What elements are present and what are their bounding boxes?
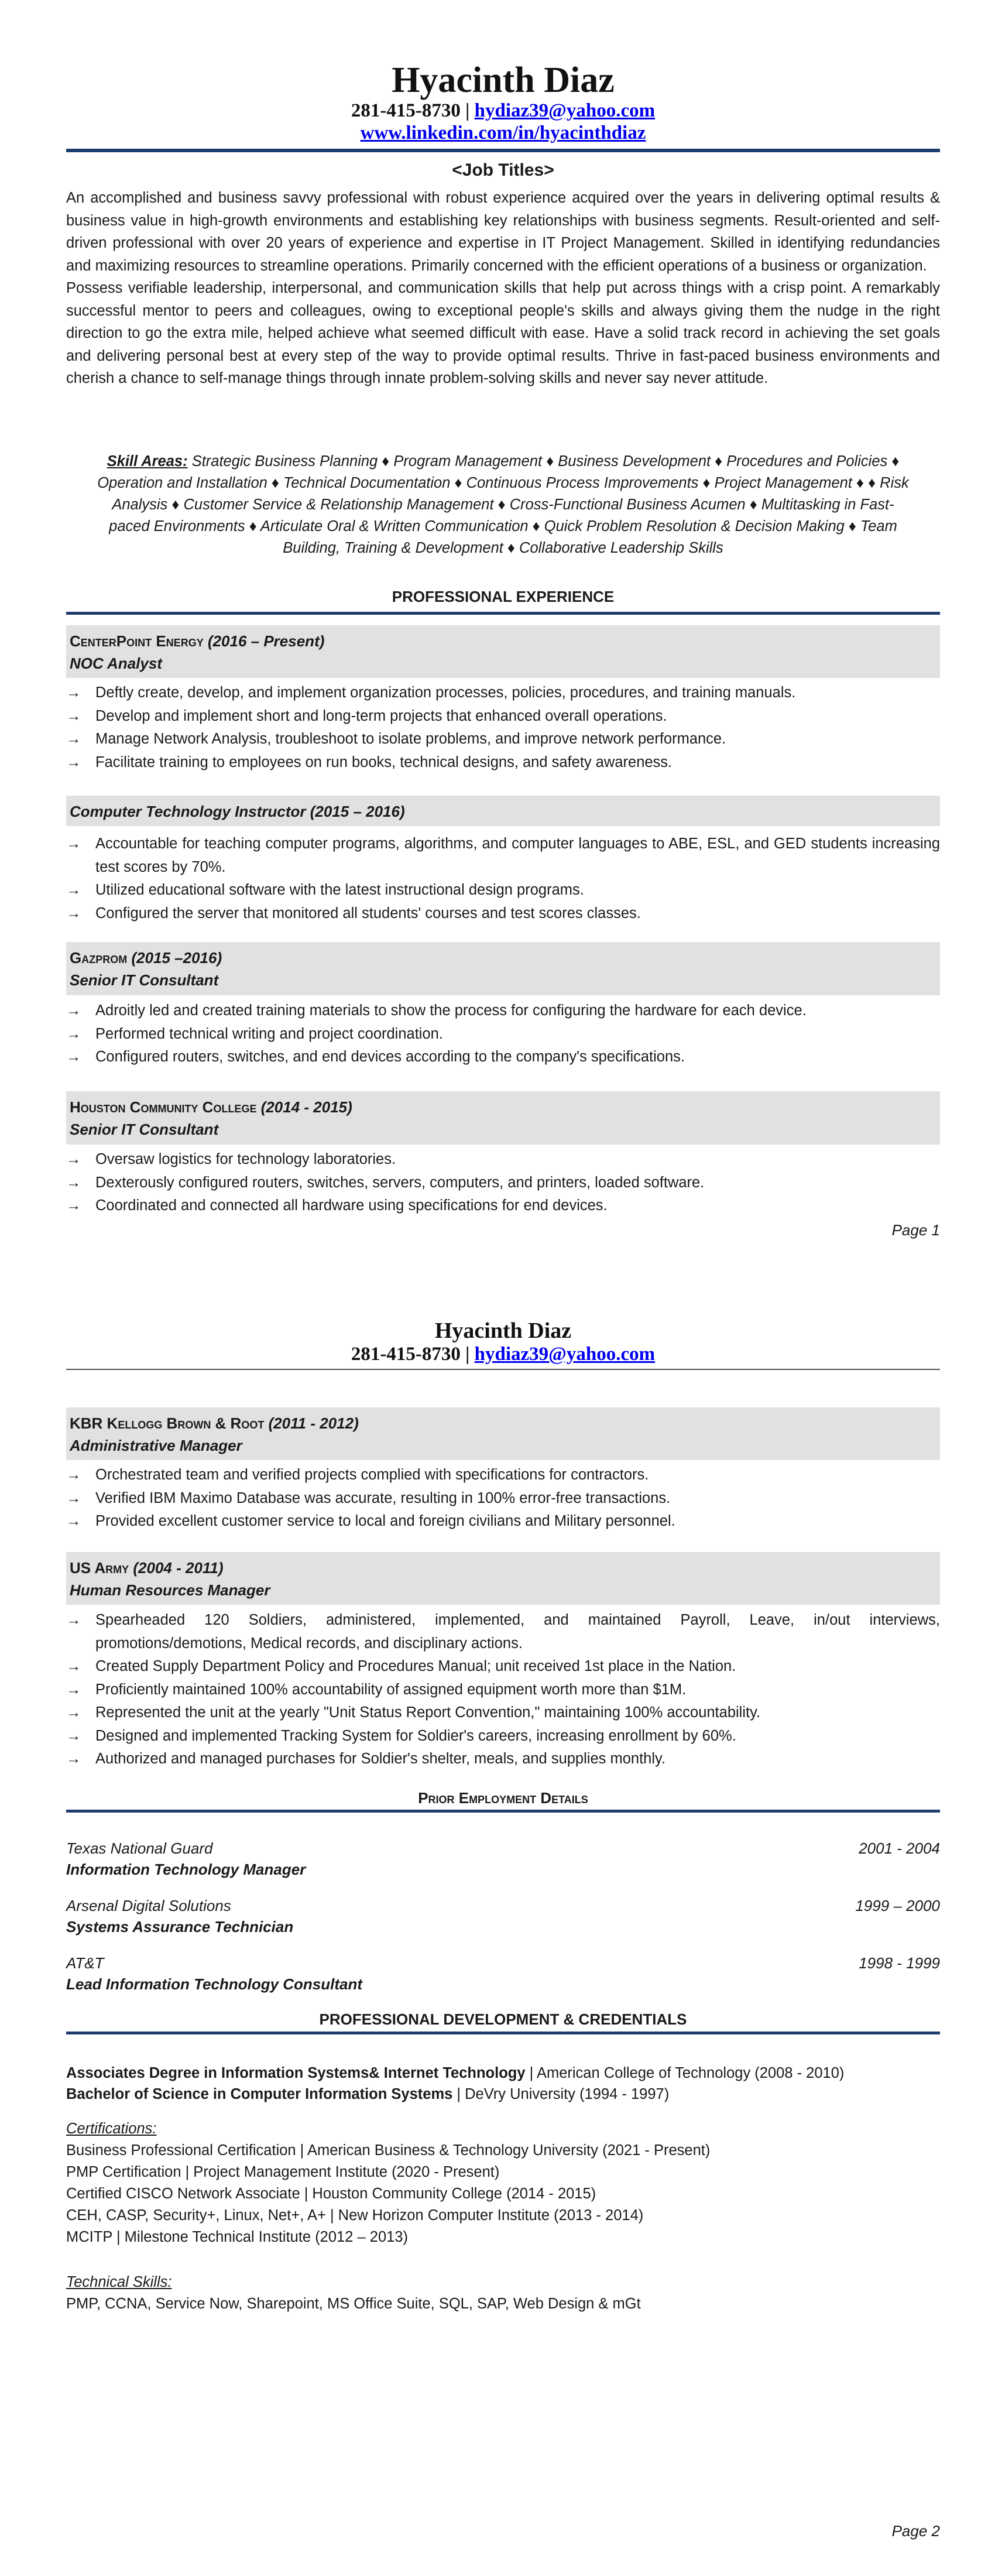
section-divider (66, 2032, 940, 2034)
arrow-icon: → (66, 731, 81, 747)
bullet-item: → Proficiently maintained 100% accountability of assigned equipment worth more than $1M. (66, 1678, 940, 1702)
arrow-icon: → (66, 1151, 81, 1167)
bullet-item: → Configured routers, switches, and end devices according to the company's specifications. (66, 1046, 940, 1069)
job-title-dates: Computer Technology Instructor (2015 – 2016) (70, 803, 405, 820)
phone: 281-415-8730 (351, 1344, 461, 1365)
job-title: Senior IT Consultant (70, 971, 219, 989)
cert-item: Certified CISCO Network Associate | Houston Community College (2014 - 2015) (66, 2186, 596, 2202)
arrow-icon: → (66, 1681, 81, 1698)
arrow-icon: → (66, 1467, 81, 1483)
technical-skills-label: Technical Skills: (66, 2274, 172, 2290)
arrow-icon: → (66, 684, 81, 701)
job-dates: (2014 - 2015) (260, 1098, 352, 1116)
job-header (66, 942, 940, 995)
certifications (66, 2118, 940, 2248)
job-bullets (66, 1148, 940, 1218)
prior-company: Arsenal Digital Solutions (66, 1897, 231, 1914)
degrees (66, 2063, 940, 2105)
prior-title: Lead Information Technology Consultant (66, 1975, 363, 1993)
bullet-item: → Performed technical writing and project coordination. (66, 1023, 940, 1046)
page-number: Page 1 (891, 1221, 940, 1239)
cert-item: Business Professional Certification | American Business & Technology University (2021 - Present) (66, 2142, 711, 2159)
arrow-icon: → (66, 1658, 81, 1674)
arrow-icon: → (66, 1751, 81, 1767)
linkedin-link[interactable]: www.linkedin.com/in/hyacinthdiaz (360, 122, 646, 143)
degree-item: Bachelor of Science in Computer Information Systems | DeVry University (1994 - 1997) (66, 2086, 670, 2102)
linkedin-line (66, 122, 940, 144)
separator: | (465, 100, 470, 121)
prior-dates: 2001 - 2004 (859, 1839, 940, 1857)
degree-item: Associates Degree in Information Systems& Internet Technology | American College of Technology (2008 - 2010) (66, 2065, 845, 2081)
email-link[interactable]: hydiaz39@yahoo.com (474, 1344, 656, 1365)
prior-dates: 1998 - 1999 (859, 1954, 940, 1972)
prior-item (66, 1895, 940, 1937)
section-heading-experience: PROFESSIONAL EXPERIENCE (392, 588, 615, 605)
prior-item (66, 1838, 940, 1880)
job-header (66, 1552, 940, 1605)
prior-dates: 1999 – 2000 (855, 1897, 940, 1914)
job-title: Senior IT Consultant (70, 1121, 219, 1138)
summary-paragraph: Possess verifiable leadership, interpersonal, and communication skills that help put across things with a crisp point. A remarkably successful mentor to peers and colleagues, owing to exceptional people's skills and always giving them the nudge in the right direction to go the extra mile, helped achieve what seemed difficult with ease. Have a solid track record in achieving the set goals and delivering personal best at every step of the way to provide optimal results. Thrive in fast-paced business environments and cherish a chance to self-manage things through innate problem-solving skills and never say never attitude. (66, 280, 940, 386)
arrow-icon: → (66, 835, 81, 852)
job-dates: (2011 - 2012) (268, 1414, 359, 1432)
bullet-item: → Coordinated and connected all hardware using specifications for end devices. (66, 1194, 940, 1218)
separator: | (465, 1344, 470, 1365)
candidate-name-page2: Hyacinth Diaz (434, 1318, 572, 1343)
contact-line-page2 (66, 1343, 940, 1365)
job-bullets (66, 999, 940, 1069)
bullet-item: → Manage Network Analysis, troubleshoot to isolate problems, and improve network performance. (66, 728, 940, 751)
arrow-icon: → (66, 1704, 81, 1721)
bullet-item: → Develop and implement short and long-term projects that enhanced overall operations. (66, 705, 940, 728)
header-divider-page2 (66, 1369, 940, 1370)
bullet-item: → Created Supply Department Policy and Procedures Manual; unit received 1st place in the Nation. (66, 1655, 940, 1678)
prior-item (66, 1952, 940, 1995)
bullet-item: → Authorized and managed purchases for Soldier's shelter, meals, and supplies monthly. (66, 1748, 940, 1771)
arrow-icon: → (66, 753, 81, 770)
section-heading-credentials: PROFESSIONAL DEVELOPMENT & CREDENTIALS (319, 2010, 687, 2028)
job-title: Administrative Manager (70, 1437, 242, 1454)
arrow-icon: → (66, 1513, 81, 1529)
job-title: Human Resources Manager (70, 1581, 270, 1599)
job-dates: (2016 – Present) (207, 632, 325, 650)
bullet-item: → Facilitate training to employees on run books, technical designs, and safety awareness. (66, 751, 940, 775)
section-divider (66, 1810, 940, 1813)
bullet-item: → Verified IBM Maximo Database was accurate, resulting in 100% error-free transactions. (66, 1487, 940, 1510)
bullet-item: → Deftly create, develop, and implement organization processes, policies, procedures, and training manuals. (66, 681, 940, 705)
job-bullets (66, 1609, 940, 1771)
page-number: Page 2 (891, 2522, 940, 2540)
bullet-item: → Spearheaded 120 Soldiers, administered, implemented, and maintained Payroll, Leave, in/out interviews, promotions/demotions, Medical records, and disciplinary actions. (66, 1609, 940, 1655)
bullet-item: → Accountable for teaching computer programs, algorithms, and computer languages to ABE, ESL, and GED students increasing test scores by 70%. (66, 833, 940, 879)
arrow-icon: → (66, 905, 81, 922)
job-header (66, 796, 940, 826)
job-titles: <Job Titles> (452, 160, 554, 180)
prior-title: Information Technology Manager (66, 1861, 306, 1878)
bullet-item: → Represented the unit at the yearly "Unit Status Report Convention," maintaining 100% accountability. (66, 1701, 940, 1725)
cert-item: PMP Certification | Project Management Institute (2020 - Present) (66, 2164, 500, 2180)
company: KBR Kellogg Brown & Root (70, 1414, 265, 1432)
arrow-icon: → (66, 1489, 81, 1506)
arrow-icon: → (66, 1002, 81, 1019)
job-header (66, 1091, 940, 1145)
company: CenterPoint Energy (70, 632, 204, 650)
job-dates: (2015 –2016) (131, 949, 222, 967)
arrow-icon: → (66, 1727, 81, 1744)
job-bullets (66, 833, 940, 925)
section-heading-prior: Prior Employment Details (418, 1789, 588, 1807)
bullet-item: → Utilized educational software with the latest instructional design programs. (66, 879, 940, 902)
phone: 281-415-8730 (351, 100, 461, 121)
header-divider (66, 149, 940, 152)
arrow-icon: → (66, 1174, 81, 1191)
company: Houston Community College (70, 1098, 257, 1116)
skill-areas-label: Skill Areas: (107, 453, 188, 470)
job-bullets (66, 681, 940, 774)
prior-company: Texas National Guard (66, 1839, 213, 1857)
technical-skills-list: PMP, CCNA, Service Now, Sharepoint, MS Office Suite, SQL, SAP, Web Design & mGt (66, 2296, 641, 2312)
job-title: NOC Analyst (70, 655, 162, 672)
arrow-icon: → (66, 882, 81, 898)
bullet-item: → Dexterously configured routers, switches, servers, computers, and printers, loaded software. (66, 1171, 940, 1195)
arrow-icon: → (66, 1197, 81, 1214)
arrow-icon: → (66, 1049, 81, 1065)
bullet-item: → Orchestrated team and verified projects complied with specifications for contractors. (66, 1464, 940, 1487)
bullet-item: → Designed and implemented Tracking System for Soldier's careers, increasing enrollment by 60%. (66, 1725, 940, 1748)
arrow-icon: → (66, 1612, 81, 1628)
job-header (66, 625, 940, 678)
technical-skills (66, 2272, 940, 2315)
prior-company: AT&T (66, 1954, 104, 1972)
arrow-icon: → (66, 1025, 81, 1042)
cert-item: CEH, CASP, Security+, Linux, Net+, A+ | New Horizon Computer Institute (2013 - 2014) (66, 2207, 644, 2224)
certifications-label: Certifications: (66, 2121, 157, 2137)
arrow-icon: → (66, 707, 81, 724)
bullet-item: → Oversaw logistics for technology laboratories. (66, 1148, 940, 1171)
contact-line (66, 100, 940, 122)
candidate-name: Hyacinth Diaz (392, 60, 615, 100)
bullet-item: → Provided excellent customer service to local and foreign civilians and Military personnel. (66, 1510, 940, 1533)
job-bullets (66, 1464, 940, 1533)
section-divider (66, 612, 940, 615)
email-link[interactable]: hydiaz39@yahoo.com (474, 100, 656, 121)
summary (66, 187, 940, 390)
job-dates: (2004 - 2011) (133, 1559, 224, 1577)
bullet-item: → Adroitly led and created training materials to show the process for configuring the hardware for each device. (66, 999, 940, 1023)
skill-areas-list: Strategic Business Planning ♦ Program Management ♦ Business Development ♦ Procedures and Policies ♦ Operation and Installation ♦ Technical Documentation ♦ Continuous Process Improvements ♦ Project Management ♦ ♦ Risk Analysis ♦ Customer Service & Relationship Management ♦ Cross-Functional Business Acumen ♦ Multitasking in Fast-paced Environments ♦ Articulate Oral & Written Communication ♦ Quick Problem Resolution & Decision Making ♦ Team Building, Training & Development ♦ Collaborative Leadership Skills (97, 453, 909, 556)
prior-title: Systems Assurance Technician (66, 1918, 294, 1936)
company: Gazprom (70, 949, 128, 967)
bullet-item: → Configured the server that monitored all students' courses and test scores classes. (66, 902, 940, 926)
company: US Army (70, 1559, 129, 1577)
summary-paragraph: An accomplished and business savvy professional with robust experience acquired over the years in delivering optimal results & business value in high-growth environments and establishing key relationships with business segments. Result-oriented and self-driven professional with over 20 years of experience and expertise in IT Project Management. Skilled in identifying redundancies and maximizing resources to streamline operations. Primarily concerned with the efficient operations of a business or organization. (66, 190, 940, 274)
job-header (66, 1407, 940, 1460)
cert-item: MCITP | Milestone Technical Institute (2012 – 2013) (66, 2229, 408, 2245)
skill-areas (66, 451, 940, 559)
